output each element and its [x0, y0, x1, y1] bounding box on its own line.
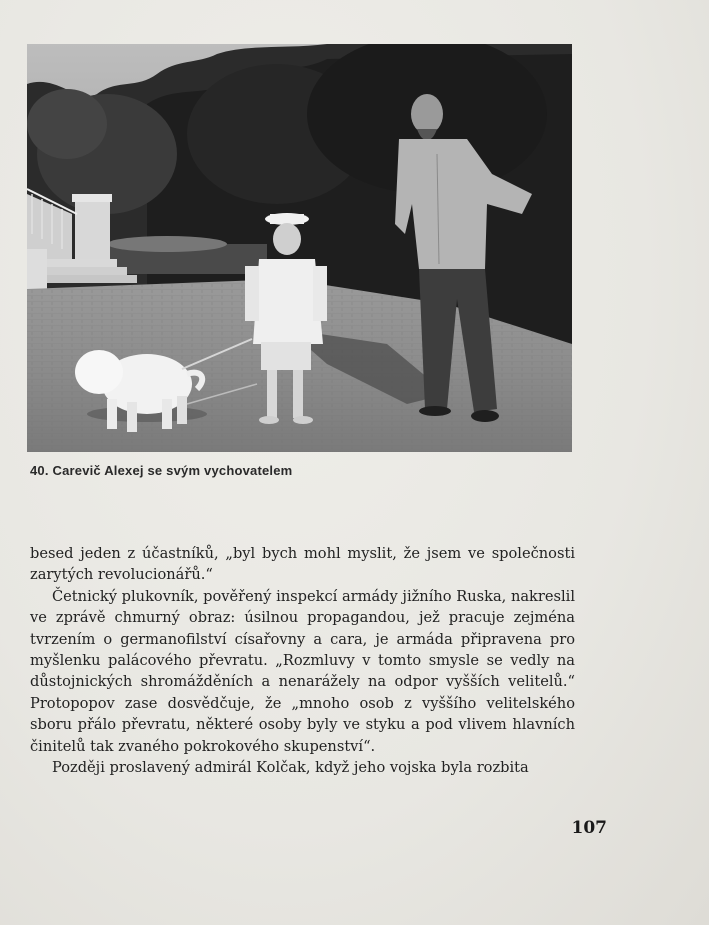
photo-illustration: [27, 44, 572, 452]
page-number: 107: [571, 818, 607, 838]
figure-caption: 40. Carevič Alexej se svým vychovatelem: [30, 463, 293, 478]
paragraph: Četnický plukovník, pověřený inspekcí armády jižního Ruska, nakreslil ve zprávě chmurný obraz: úsilnou propagandou, jež pracuje zejména tvrzením o germanofilství císařovny a cara, je armáda připravena pro myšlenku palácového převratu. „Rozmluvy v tomto smysle se vedly na důstojnických shromážděních a nenarážely na odpor vyšších velitelů.“ Protopopov zase dosvědčuje, že „mnoho osob z vyššího velitelského sboru přálo převratu, některé osoby byly ve styku a pod vlivem hlavních činitelů tak zvaného pokrokového skupenství“.: [30, 587, 575, 755]
paragraph: besed jeden z účastníků, „byl bych mohl myslit, že jsem ve společnosti zarytých revolucionářů.“: [30, 545, 575, 584]
body-text: [30, 543, 575, 778]
photograph: [27, 44, 572, 452]
paragraph: Později proslavený admirál Kolčak, když jeho vojska byla rozbita: [52, 759, 529, 777]
